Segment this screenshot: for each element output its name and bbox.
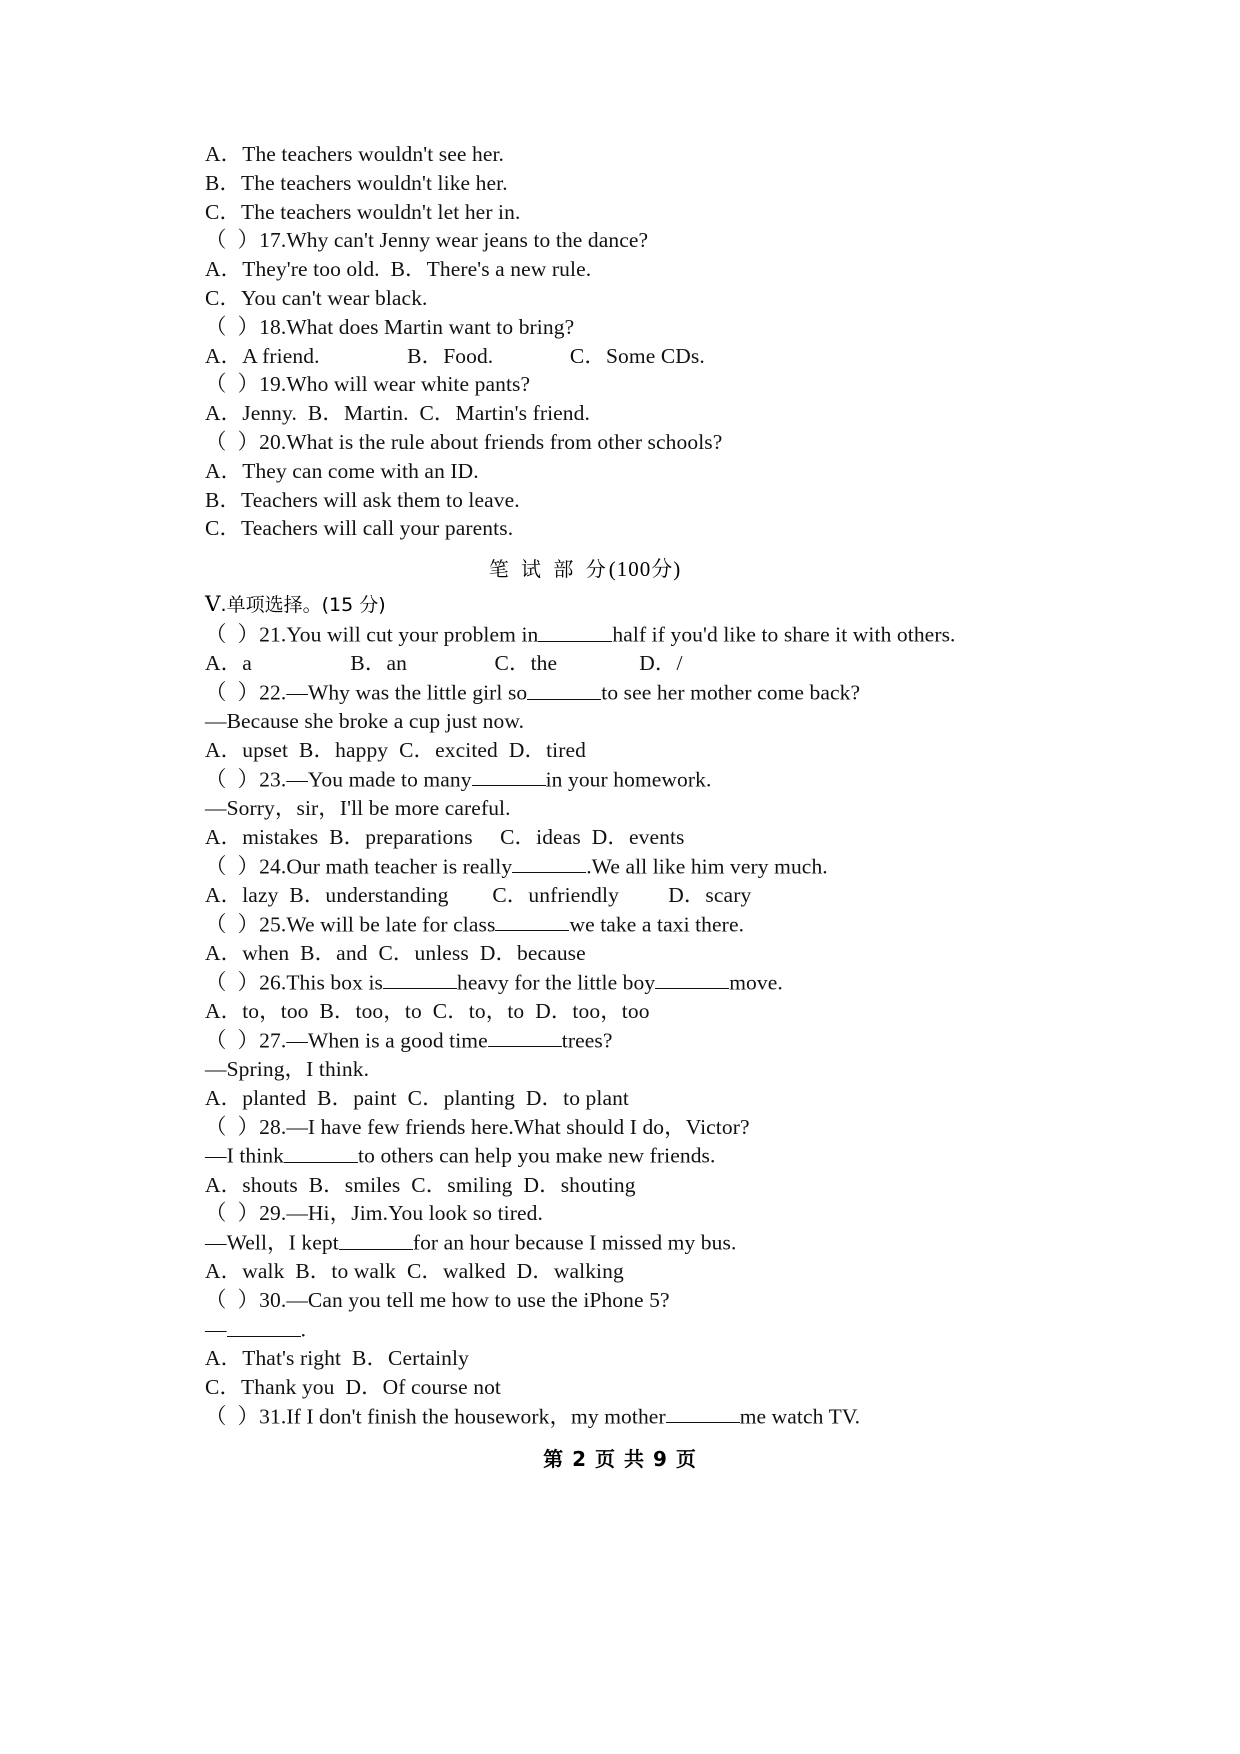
question-stem-29: （ ）29.—Hi，Jim.You look so tired. xyxy=(205,1201,543,1226)
question-stem-17: （ ）17.Why can't Jenny wear jeans to the dance? xyxy=(205,228,649,253)
question-stem-24 xyxy=(205,852,1035,881)
part-score: (15 分) xyxy=(321,594,386,617)
question-stem-20: （ ）20.What is the rule about friends from other schools? xyxy=(205,429,723,454)
written-section-title-cn: 笔 试 部 分 xyxy=(488,557,609,582)
q25-stem-before: （ ）25.We will be late for class xyxy=(205,912,496,937)
option-line: A．That's right B．Certainly xyxy=(205,1346,469,1371)
option-line: A．a B．an C．the D．/ xyxy=(205,651,683,676)
option-line: B．The teachers wouldn't like her. xyxy=(205,170,508,195)
reply-line xyxy=(205,1228,1035,1257)
part-heading-v xyxy=(205,589,1035,620)
question-stem-23 xyxy=(205,765,1035,794)
option-line: A．They're too old. B．There's a new rule. xyxy=(205,257,592,282)
q26-stem-before: （ ）26.This box is xyxy=(205,970,383,995)
question-stem-21 xyxy=(205,620,1035,649)
option-line: A．planted B．paint C．planting D．to plant xyxy=(205,1085,630,1110)
option-line: A．walk B．to walk C．walked D．walking xyxy=(205,1259,624,1284)
question-stem-22 xyxy=(205,678,1035,707)
option-line: A．to，too B．too，to C．to，to D．too，too xyxy=(205,999,650,1024)
answer-blank xyxy=(383,968,457,989)
page-content xyxy=(205,140,1035,1431)
page-footer xyxy=(0,1443,1240,1472)
answer-blank xyxy=(538,620,612,641)
answer-blank xyxy=(472,765,546,786)
option-line: A．The teachers wouldn't see her. xyxy=(205,142,505,166)
q21-stem-before: （ ）21.You will cut your problem in xyxy=(205,622,539,647)
q22-stem-after: to see her mother come back? xyxy=(601,680,861,705)
question-stem-26 xyxy=(205,968,1035,997)
option-line: B．Teachers will ask them to leave. xyxy=(205,487,520,512)
option-line: C．The teachers wouldn't let her in. xyxy=(205,199,521,224)
reply-line xyxy=(205,1141,1035,1170)
page-footer-text: 第 2 页 共 9 页 xyxy=(543,1447,697,1471)
q22-stem-before: （ ）22.—Why was the little girl so xyxy=(205,680,528,705)
q30-reply-before: — xyxy=(205,1317,227,1342)
question-stem-19: （ ）19.Who will wear white pants? xyxy=(205,372,531,397)
q29-reply-after: for an hour because I missed my bus. xyxy=(412,1230,737,1255)
option-line: C．You can't wear black. xyxy=(205,285,428,310)
q23-stem-after: in your homework. xyxy=(545,767,712,792)
q27-stem-after: trees? xyxy=(561,1028,613,1053)
answer-blank xyxy=(512,852,586,873)
q24-stem-before: （ ）24.Our math teacher is really xyxy=(205,854,513,879)
q26-stem-after: move. xyxy=(729,970,783,995)
question-stem-30: （ ）30.—Can you tell me how to use the iPhone 5? xyxy=(205,1288,670,1313)
answer-blank xyxy=(655,968,729,989)
q24-stem-after: .We all like him very much. xyxy=(586,854,828,879)
question-stem-18: （ ）18.What does Martin want to bring? xyxy=(205,314,575,339)
option-line: A．mistakes B．preparations C．ideas D．events xyxy=(205,825,685,849)
option-line: A．when B．and C．unless D．because xyxy=(205,941,586,966)
answer-blank xyxy=(527,678,601,699)
option-line: C．Thank you D．Of course not xyxy=(205,1375,501,1400)
answer-blank xyxy=(284,1141,358,1162)
answer-blank xyxy=(339,1228,413,1249)
q29-reply-before: —Well，I kept xyxy=(205,1230,339,1255)
option-line: A．lazy B．understanding C．unfriendly D．scary xyxy=(205,883,752,908)
answer-blank xyxy=(488,1026,562,1047)
option-line: A．A friend. B．Food. C．Some CDs. xyxy=(205,343,705,368)
reply-line xyxy=(205,1315,1035,1344)
reply-line: —Because she broke a cup just now. xyxy=(205,709,525,734)
answer-blank xyxy=(666,1402,740,1423)
part-label: .单项选择。 xyxy=(220,594,322,617)
option-line: C．Teachers will call your parents. xyxy=(205,516,514,541)
answer-blank xyxy=(495,910,569,931)
option-line: A．They can come with an ID. xyxy=(205,458,479,483)
question-stem-28: （ ）28.—I have few friends here.What should I do，Victor? xyxy=(205,1114,750,1139)
question-stem-31 xyxy=(205,1402,1035,1431)
part-number: Ⅴ xyxy=(205,592,221,617)
written-section-title xyxy=(205,551,1035,587)
option-line: A．shouts B．smiles C．smiling D．shouting xyxy=(205,1172,636,1197)
q28-reply-before: —I think xyxy=(205,1143,285,1168)
answer-blank xyxy=(227,1315,301,1336)
question-stem-25 xyxy=(205,910,1035,939)
q25-stem-after: we take a taxi there. xyxy=(569,912,745,937)
q27-stem-before: （ ）27.—When is a good time xyxy=(205,1028,488,1053)
option-line: A．upset B．happy C．excited D．tired xyxy=(205,738,586,763)
written-section-title-score: (100分) xyxy=(608,557,682,582)
option-line: A．Jenny. B．Martin. C．Martin's friend. xyxy=(205,401,590,426)
q21-stem-after: half if you'd like to share it with others. xyxy=(612,622,956,647)
q28-reply-after: to others can help you make new friends. xyxy=(358,1143,716,1168)
q23-stem-before: （ ）23.—You made to many xyxy=(205,767,472,792)
q31-stem-before: （ ）31.If I don't finish the housework，my mother xyxy=(205,1404,666,1429)
q26-stem-middle: heavy for the little boy xyxy=(457,970,656,995)
q31-stem-after: me watch TV. xyxy=(739,1404,861,1429)
reply-line: —Sorry，sir，I'll be more careful. xyxy=(205,796,511,821)
reply-line: —Spring，I think. xyxy=(205,1057,370,1082)
question-stem-27 xyxy=(205,1026,1035,1055)
q30-reply-after: . xyxy=(300,1317,307,1342)
